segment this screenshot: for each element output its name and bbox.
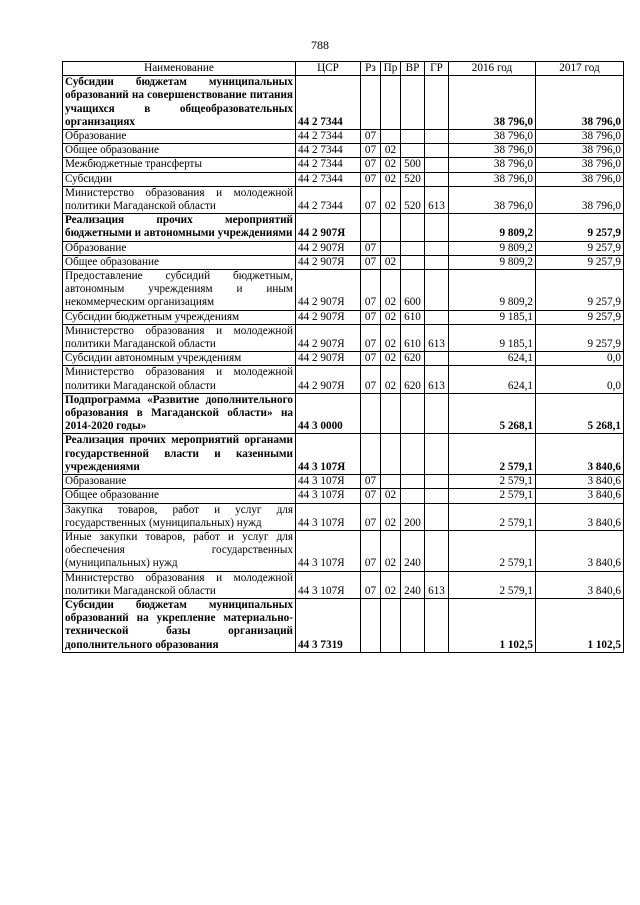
table-row <box>63 255 624 269</box>
row-vr <box>401 130 425 144</box>
row-value-2016: 9 809,2 <box>449 241 536 255</box>
row-value-2016: 624,1 <box>449 366 536 393</box>
table-row <box>63 434 624 475</box>
row-rz: 07 <box>361 172 381 186</box>
row-csr: 44 2 7344 <box>296 144 361 158</box>
row-value-2016: 9 809,2 <box>449 255 536 269</box>
row-gr <box>425 434 449 475</box>
row-pr: 02 <box>381 158 401 172</box>
table-row <box>63 366 624 393</box>
table-row <box>63 270 624 311</box>
row-vr <box>401 475 425 489</box>
row-rz <box>361 214 381 241</box>
row-csr: 44 2 907Я <box>296 352 361 366</box>
row-pr: 02 <box>381 489 401 503</box>
row-value-2017: 38 796,0 <box>536 186 624 213</box>
row-pr <box>381 475 401 489</box>
row-rz: 07 <box>361 241 381 255</box>
row-value-2017: 3 840,6 <box>536 571 624 598</box>
row-value-2017: 9 257,9 <box>536 270 624 311</box>
row-pr: 02 <box>381 503 401 530</box>
row-pr <box>381 434 401 475</box>
row-value-2017: 3 840,6 <box>536 530 624 571</box>
row-gr <box>425 530 449 571</box>
table-row <box>63 214 624 241</box>
row-pr: 02 <box>381 186 401 213</box>
row-value-2017: 5 268,1 <box>536 393 624 434</box>
row-pr: 02 <box>381 172 401 186</box>
row-name: Образование <box>63 241 296 255</box>
table-row <box>63 310 624 324</box>
row-pr <box>381 130 401 144</box>
row-csr: 44 3 107Я <box>296 571 361 598</box>
header-2017: 2017 год <box>536 62 624 76</box>
row-value-2016: 38 796,0 <box>449 76 536 130</box>
row-name: Министерство образования и молодежной политики Магаданской области <box>63 571 296 598</box>
row-rz: 07 <box>361 158 381 172</box>
row-gr <box>425 76 449 130</box>
table-row <box>63 130 624 144</box>
row-vr <box>401 144 425 158</box>
row-gr <box>425 214 449 241</box>
row-name: Реализация прочих мероприятий бюджетными и автономными учреждениями <box>63 214 296 241</box>
row-pr <box>381 598 401 652</box>
row-name: Образование <box>63 475 296 489</box>
row-vr: 620 <box>401 366 425 393</box>
row-csr: 44 3 7319 <box>296 598 361 652</box>
row-pr: 02 <box>381 255 401 269</box>
header-name: Наименование <box>63 62 296 76</box>
row-vr: 240 <box>401 530 425 571</box>
row-value-2017: 9 257,9 <box>536 255 624 269</box>
table-row <box>63 352 624 366</box>
row-csr: 44 2 907Я <box>296 255 361 269</box>
row-vr <box>401 598 425 652</box>
row-rz: 07 <box>361 366 381 393</box>
row-rz: 07 <box>361 352 381 366</box>
row-gr <box>425 158 449 172</box>
row-value-2016: 2 579,1 <box>449 434 536 475</box>
row-pr <box>381 393 401 434</box>
table-row <box>63 241 624 255</box>
row-gr: 613 <box>425 571 449 598</box>
row-rz <box>361 393 381 434</box>
row-name: Министерство образования и молодежной политики Магаданской области <box>63 186 296 213</box>
row-rz: 07 <box>361 255 381 269</box>
row-vr <box>401 434 425 475</box>
row-pr <box>381 214 401 241</box>
row-vr <box>401 241 425 255</box>
row-vr: 200 <box>401 503 425 530</box>
row-csr: 44 2 907Я <box>296 310 361 324</box>
row-name: Субсидии автономным учреждениям <box>63 352 296 366</box>
row-gr <box>425 393 449 434</box>
row-csr: 44 2 7344 <box>296 76 361 130</box>
table-row <box>63 144 624 158</box>
table-row <box>63 598 624 652</box>
table-row <box>63 393 624 434</box>
row-vr <box>401 489 425 503</box>
row-pr: 02 <box>381 571 401 598</box>
row-pr <box>381 76 401 130</box>
row-rz: 07 <box>361 144 381 158</box>
row-rz: 07 <box>361 324 381 351</box>
row-name: Министерство образования и молодежной политики Магаданской области <box>63 366 296 393</box>
row-vr <box>401 214 425 241</box>
row-vr: 520 <box>401 172 425 186</box>
row-csr: 44 3 107Я <box>296 434 361 475</box>
row-value-2016: 9 809,2 <box>449 214 536 241</box>
row-value-2016: 2 579,1 <box>449 489 536 503</box>
header-csr: ЦСР <box>296 62 361 76</box>
row-vr <box>401 255 425 269</box>
row-value-2017: 9 257,9 <box>536 324 624 351</box>
row-csr: 44 2 7344 <box>296 186 361 213</box>
row-gr: 613 <box>425 366 449 393</box>
row-value-2016: 1 102,5 <box>449 598 536 652</box>
row-value-2016: 2 579,1 <box>449 503 536 530</box>
budget-table <box>62 61 624 653</box>
row-vr: 610 <box>401 310 425 324</box>
row-gr <box>425 598 449 652</box>
row-value-2016: 38 796,0 <box>449 172 536 186</box>
table-row <box>63 76 624 130</box>
row-name: Министерство образования и молодежной политики Магаданской области <box>63 324 296 351</box>
table-row <box>63 324 624 351</box>
row-csr: 44 3 107Я <box>296 489 361 503</box>
row-gr <box>425 475 449 489</box>
row-rz: 07 <box>361 489 381 503</box>
row-value-2017: 9 257,9 <box>536 241 624 255</box>
row-vr: 600 <box>401 270 425 311</box>
row-value-2017: 3 840,6 <box>536 489 624 503</box>
row-csr: 44 2 907Я <box>296 324 361 351</box>
row-name: Общее образование <box>63 255 296 269</box>
row-csr: 44 2 907Я <box>296 241 361 255</box>
row-gr <box>425 172 449 186</box>
row-value-2016: 9 185,1 <box>449 310 536 324</box>
row-value-2016: 9 185,1 <box>449 324 536 351</box>
table-row <box>63 571 624 598</box>
row-pr: 02 <box>381 324 401 351</box>
table-row <box>63 172 624 186</box>
row-gr <box>425 270 449 311</box>
row-csr: 44 2 7344 <box>296 130 361 144</box>
row-value-2017: 0,0 <box>536 366 624 393</box>
row-value-2016: 2 579,1 <box>449 571 536 598</box>
row-gr <box>425 255 449 269</box>
row-gr <box>425 130 449 144</box>
row-csr: 44 2 907Я <box>296 366 361 393</box>
header-gr: ГР <box>425 62 449 76</box>
page-number: 788 <box>311 38 329 52</box>
row-rz: 07 <box>361 270 381 311</box>
row-pr: 02 <box>381 270 401 311</box>
row-vr: 500 <box>401 158 425 172</box>
row-value-2016: 2 579,1 <box>449 475 536 489</box>
row-pr: 02 <box>381 352 401 366</box>
row-value-2017: 38 796,0 <box>536 76 624 130</box>
row-name: Подпрограмма «Развитие дополнительного образования в Магаданской области» на 2014-2020 годы» <box>63 393 296 434</box>
row-value-2016: 5 268,1 <box>449 393 536 434</box>
table-header-row <box>63 62 624 76</box>
row-vr: 520 <box>401 186 425 213</box>
row-name: Предоставление субсидий бюджетным, автономным учреждениям и иным некоммерческим организациям <box>63 270 296 311</box>
row-name: Субсидии бюджетам муниципальных образований на укрепление материально-технической базы организаций дополнительного образования <box>63 598 296 652</box>
row-value-2017: 38 796,0 <box>536 144 624 158</box>
header-pr: Пр <box>381 62 401 76</box>
row-name: Субсидии бюджетным учреждениям <box>63 310 296 324</box>
row-value-2017: 3 840,6 <box>536 503 624 530</box>
row-csr: 44 3 107Я <box>296 475 361 489</box>
row-value-2016: 38 796,0 <box>449 186 536 213</box>
row-rz: 07 <box>361 130 381 144</box>
row-value-2017: 9 257,9 <box>536 214 624 241</box>
row-name: Межбюджетные трансферты <box>63 158 296 172</box>
row-csr: 44 2 7344 <box>296 158 361 172</box>
row-gr <box>425 310 449 324</box>
row-csr: 44 2 7344 <box>296 172 361 186</box>
row-rz: 07 <box>361 503 381 530</box>
row-value-2017: 3 840,6 <box>536 475 624 489</box>
row-pr: 02 <box>381 144 401 158</box>
row-csr: 44 2 907Я <box>296 214 361 241</box>
row-value-2016: 9 809,2 <box>449 270 536 311</box>
row-gr <box>425 489 449 503</box>
table-row <box>63 503 624 530</box>
row-vr: 610 <box>401 324 425 351</box>
row-vr: 620 <box>401 352 425 366</box>
row-gr: 613 <box>425 186 449 213</box>
row-rz <box>361 76 381 130</box>
row-name: Общее образование <box>63 144 296 158</box>
row-csr: 44 2 907Я <box>296 270 361 311</box>
row-vr <box>401 393 425 434</box>
table-row <box>63 530 624 571</box>
row-rz <box>361 598 381 652</box>
row-pr: 02 <box>381 310 401 324</box>
header-vr: ВР <box>401 62 425 76</box>
row-gr <box>425 503 449 530</box>
row-value-2017: 38 796,0 <box>536 158 624 172</box>
row-gr <box>425 241 449 255</box>
row-name: Закупка товаров, работ и услуг для государственных (муниципальных) нужд <box>63 503 296 530</box>
row-pr <box>381 241 401 255</box>
row-pr: 02 <box>381 366 401 393</box>
row-name: Образование <box>63 130 296 144</box>
row-name: Иные закупки товаров, работ и услуг для обеспечения государственных (муниципальных) нужд <box>63 530 296 571</box>
row-csr: 44 3 107Я <box>296 530 361 571</box>
row-csr: 44 3 107Я <box>296 503 361 530</box>
row-gr <box>425 144 449 158</box>
row-rz: 07 <box>361 475 381 489</box>
row-value-2016: 38 796,0 <box>449 144 536 158</box>
table-row <box>63 158 624 172</box>
row-value-2017: 38 796,0 <box>536 172 624 186</box>
row-vr: 240 <box>401 571 425 598</box>
row-gr: 613 <box>425 324 449 351</box>
row-value-2016: 38 796,0 <box>449 130 536 144</box>
row-name: Субсидии бюджетам муниципальных образований на совершенствование питания учащихся в общеобразовательных организациях <box>63 76 296 130</box>
table-row <box>63 186 624 213</box>
row-name: Общее образование <box>63 489 296 503</box>
row-value-2017: 9 257,9 <box>536 310 624 324</box>
row-value-2017: 0,0 <box>536 352 624 366</box>
row-rz: 07 <box>361 186 381 213</box>
row-name: Субсидии <box>63 172 296 186</box>
row-rz: 07 <box>361 571 381 598</box>
row-value-2016: 38 796,0 <box>449 158 536 172</box>
row-value-2016: 624,1 <box>449 352 536 366</box>
row-rz: 07 <box>361 310 381 324</box>
header-2016: 2016 год <box>449 62 536 76</box>
row-rz <box>361 434 381 475</box>
row-value-2017: 3 840,6 <box>536 434 624 475</box>
row-gr <box>425 352 449 366</box>
row-name: Реализация прочих мероприятий органами государственной власти и казенными учреждениями <box>63 434 296 475</box>
row-value-2017: 1 102,5 <box>536 598 624 652</box>
row-value-2017: 38 796,0 <box>536 130 624 144</box>
table-row <box>63 489 624 503</box>
header-rz: Рз <box>361 62 381 76</box>
row-vr <box>401 76 425 130</box>
row-value-2016: 2 579,1 <box>449 530 536 571</box>
row-pr: 02 <box>381 530 401 571</box>
row-csr: 44 3 0000 <box>296 393 361 434</box>
row-rz: 07 <box>361 530 381 571</box>
table-row <box>63 475 624 489</box>
